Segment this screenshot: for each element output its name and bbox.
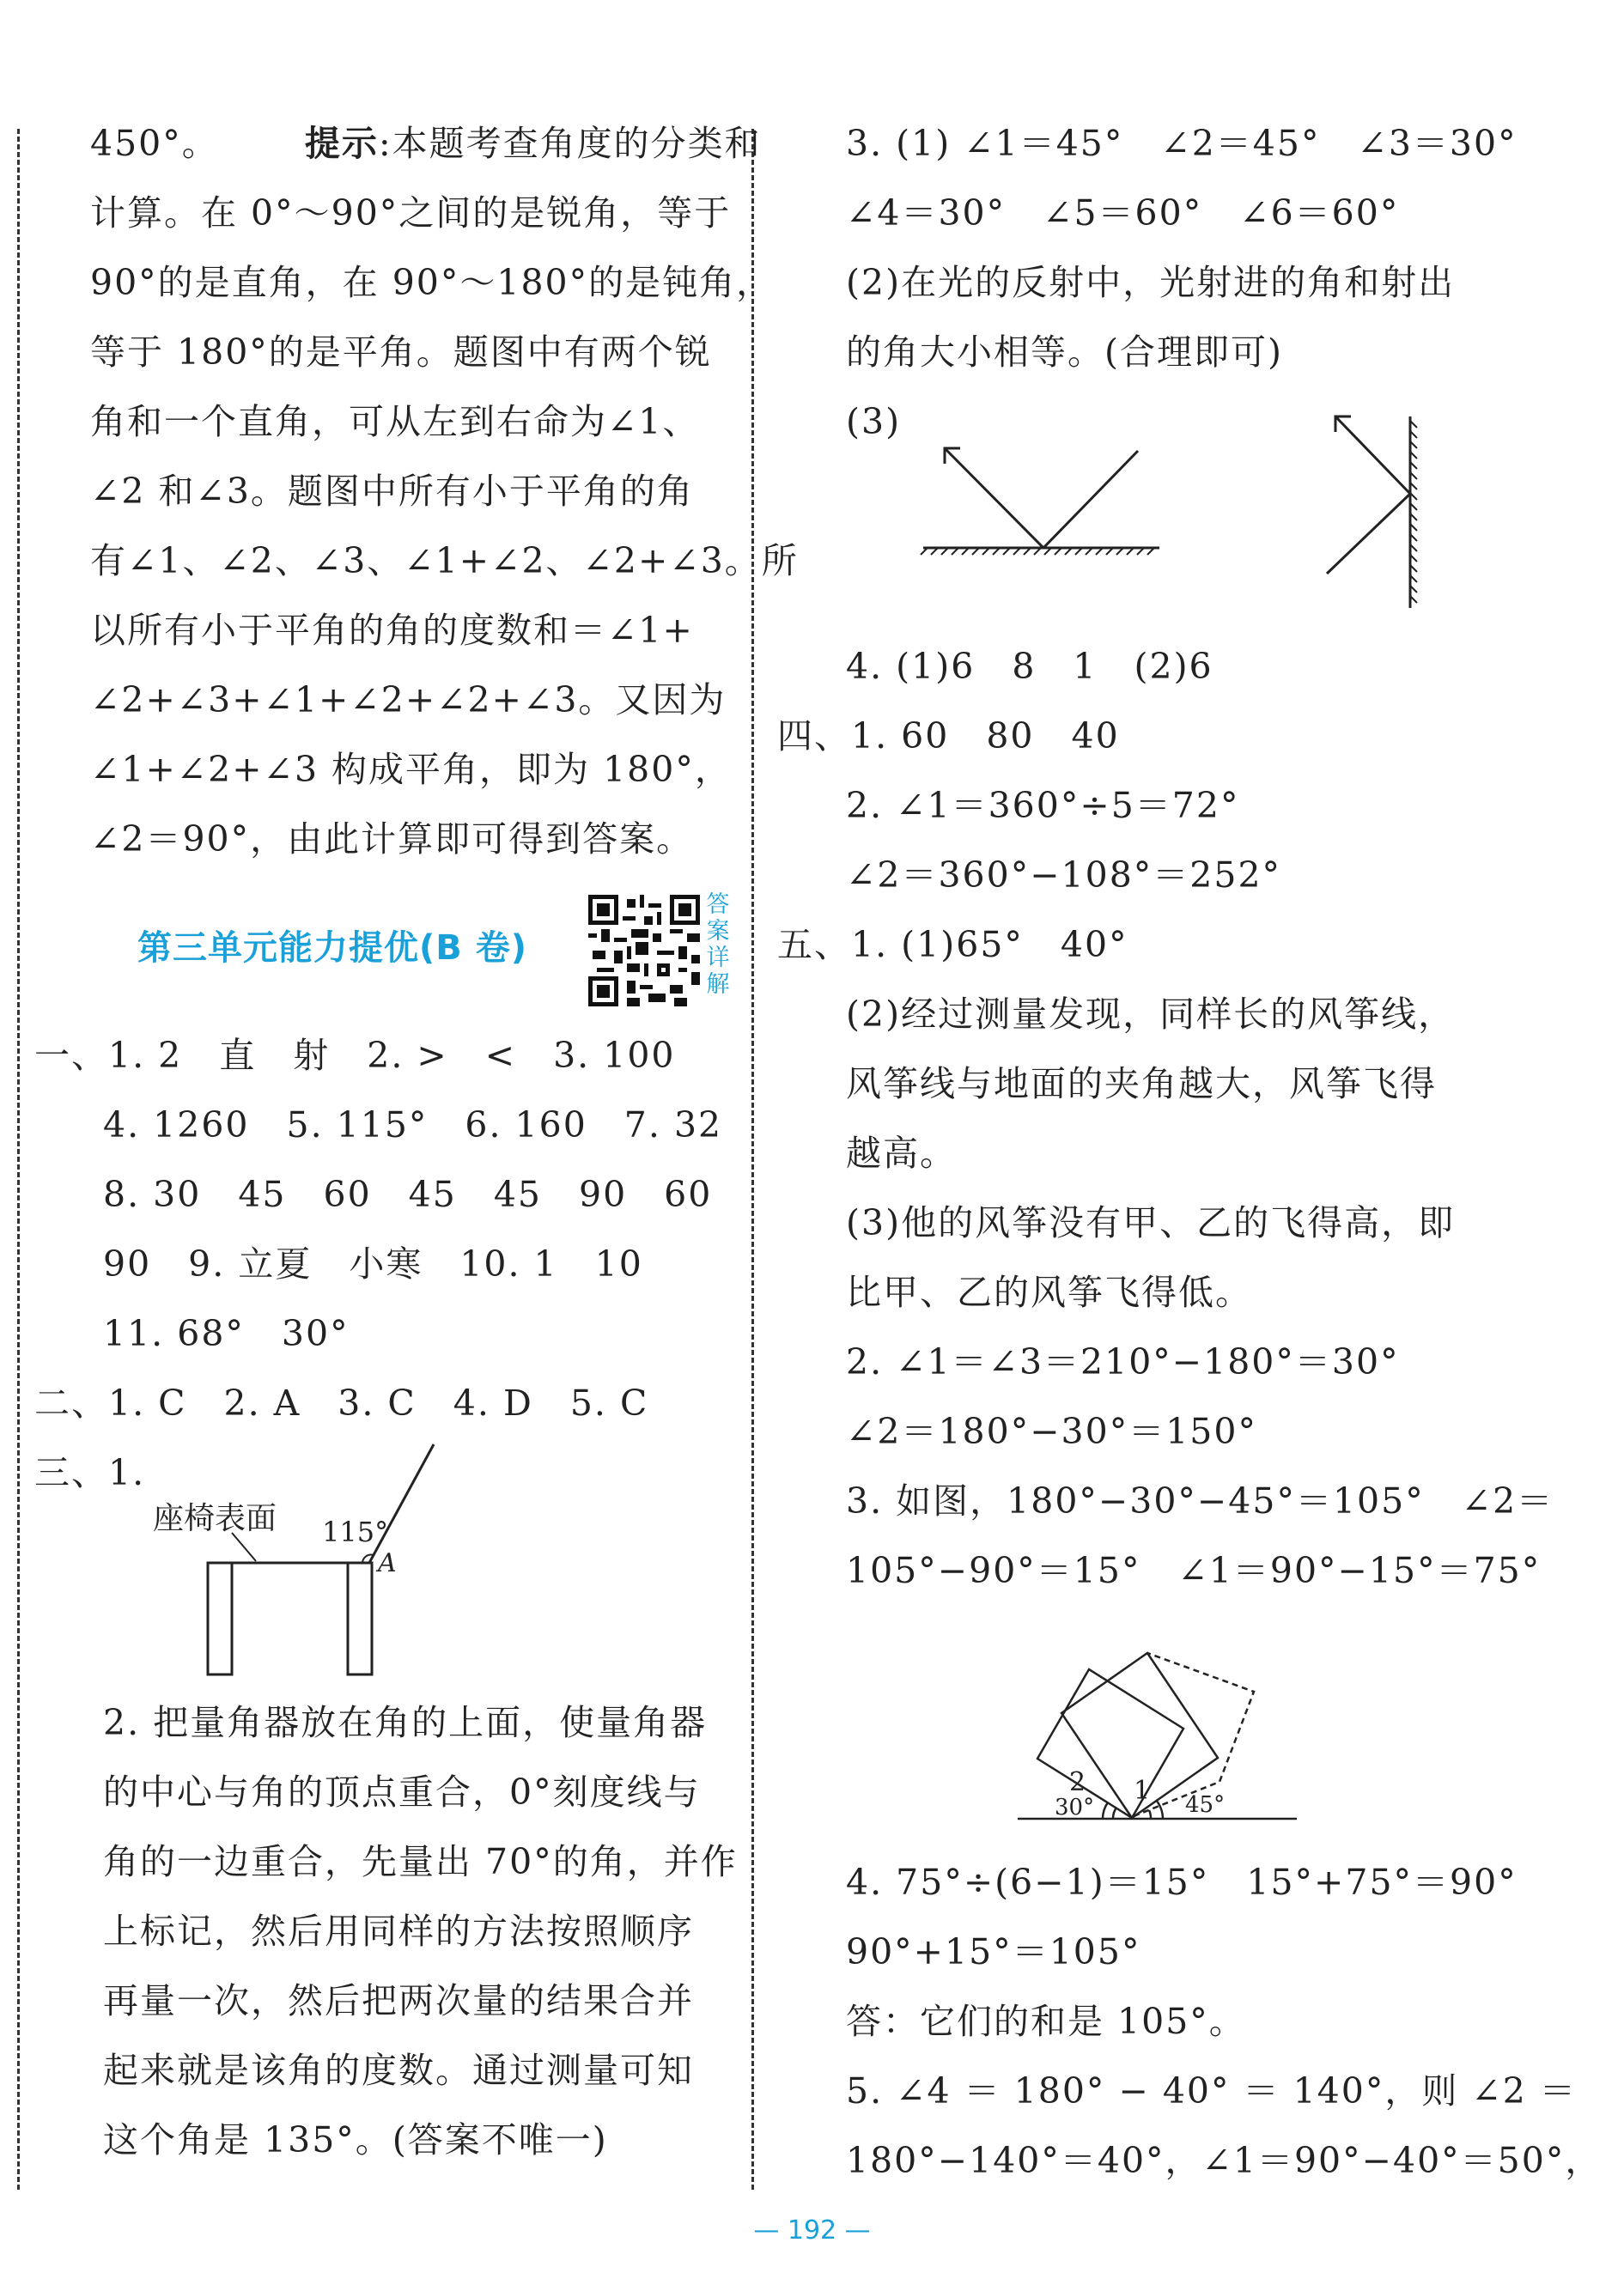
text-line: 的中心与角的顶点重合，0°刻度线与 — [103, 1772, 701, 1813]
seat-surface-label: 座椅表面 — [153, 1501, 277, 1536]
hint-text: :本题考查角度的分类和 — [378, 123, 762, 164]
qr-caption-char: 解 — [706, 971, 730, 998]
hint-label: 提示 — [304, 123, 379, 164]
answer-row: ∠2＝360°−108°＝252° — [846, 854, 1282, 896]
angle-2-label: 2 — [1069, 1767, 1086, 1797]
column-separator — [751, 129, 754, 2190]
answer-row: ∠2＝180°−30°＝150° — [846, 1411, 1257, 1452]
hint-line — [90, 123, 762, 164]
page-number: — 192 — — [753, 2215, 871, 2246]
answer-row: 一、1. 2 直 射 2. > < 3. 100 — [34, 1035, 676, 1076]
qr-caption-char: 案 — [706, 918, 730, 945]
text-line: 有∠1、∠2、∠3、∠1+∠2、∠2+∠3。所 — [90, 540, 799, 581]
text-line: 450°。 — [90, 123, 219, 164]
answer-row: 3. 如图，180°−30°−45°＝105° ∠2＝ — [846, 1480, 1554, 1522]
light-reflection-figure — [910, 404, 1443, 618]
text-line: 以所有小于平角的角的度数和＝∠1+ — [90, 610, 694, 651]
text-line: 角和一个直角，可从左到右命为∠1、 — [90, 401, 700, 442]
point-label: A — [378, 1548, 397, 1578]
answer-row: 105°−90°＝15° ∠1＝90°−15°＝75° — [846, 1550, 1542, 1591]
text-line: 角的一边重合，先量出 70°的角，并作 — [103, 1841, 738, 1882]
answer-row: 4. 75°÷(6−1)＝15° 15°+75°＝90° — [846, 1862, 1518, 1903]
text-line: 的角大小相等。(合理即可) — [846, 331, 1283, 373]
left-margin-dash — [17, 129, 20, 2190]
text-line: 答：它们的和是 105°。 — [846, 2001, 1246, 2042]
text-line: (2)经过测量发现，同样长的风筝线， — [846, 994, 1456, 1035]
text-line: ∠2+∠3+∠1+∠2+∠2+∠3。又因为 — [90, 679, 727, 720]
angle-label: 115° — [322, 1516, 389, 1548]
qr-caption-char: 详 — [706, 945, 730, 971]
answer-row: ∠4＝30° ∠5＝60° ∠6＝60° — [846, 192, 1400, 234]
answer-row: 4. (1)6 8 1 (2)6 — [846, 646, 1213, 687]
text-line: ∠2 和∠3。题图中所有小于平角的角 — [90, 471, 694, 512]
text-line: 这个角是 135°。(答案不唯一) — [103, 2119, 608, 2161]
text-line: ∠1+∠2+∠3 构成平角，即为 180°， — [90, 749, 732, 790]
text-line: ∠2＝90°，由此计算即可得到答案。 — [90, 818, 694, 860]
answer-row: 五、1. (1)65° 40° — [777, 924, 1128, 965]
text-line: 再量一次，然后把两次量的结果合并 — [103, 1980, 694, 2021]
text-line: (2)在光的反射中，光射进的角和射出 — [846, 262, 1456, 303]
answer-row: (3) — [846, 401, 902, 442]
text-line: 比甲、乙的风筝飞得低。 — [846, 1272, 1252, 1313]
qr-caption — [704, 891, 732, 998]
text-line: 90°的是直角，在 90°～180°的是钝角， — [90, 262, 774, 303]
qr-code-icon[interactable] — [588, 895, 700, 1006]
answer-row: 11. 68° 30° — [103, 1313, 350, 1354]
answer-row: 90°+15°＝105° — [846, 1931, 1141, 1972]
answer-row: 180°−140°＝40°，∠1＝90°−40°＝50°， — [846, 2140, 1603, 2181]
text-line: 计算。在 0°～90°之间的是锐角，等于 — [90, 192, 732, 234]
answer-row: 2. ∠1＝∠3＝210°−180°＝30° — [846, 1341, 1400, 1383]
angle-45-label: 45° — [1185, 1792, 1226, 1818]
angle-1-label: 1 — [1134, 1776, 1151, 1806]
section-title: 第三单元能力提优(B 卷) — [137, 928, 527, 968]
answer-row: 2. ∠1＝360°÷5＝72° — [846, 785, 1240, 826]
angle-30-label: 30° — [1055, 1795, 1095, 1820]
chair-figure — [137, 1434, 447, 1683]
answer-row: 四、1. 60 80 40 — [777, 715, 1120, 757]
answer-row: 90 9. 立夏 小寒 10. 1 10 — [103, 1243, 643, 1285]
answer-row: 8. 30 45 60 45 45 90 60 — [103, 1174, 713, 1215]
answer-row: 5. ∠4 ＝ 180° − 40° ＝ 140°，则 ∠2 ＝ — [846, 2070, 1577, 2112]
answer-row: 3. (1) ∠1＝45° ∠2＝45° ∠3＝30° — [846, 123, 1518, 164]
text-line: 上标记，然后用同样的方法按照顺序 — [103, 1911, 694, 1952]
text-line: 风筝线与地面的夹角越大，风筝飞得 — [846, 1063, 1437, 1104]
folded-paper-figure — [1013, 1632, 1305, 1829]
answer-row: 二、1. C 2. A 3. C 4. D 5. C — [34, 1383, 649, 1424]
text-line: 等于 180°的是平角。题图中有两个锐 — [90, 331, 712, 373]
text-line: 越高。 — [846, 1133, 957, 1174]
text-line: 2. 把量角器放在角的上面，使量角器 — [103, 1702, 708, 1743]
text-line: (3)他的风筝没有甲、乙的飞得高，即 — [846, 1202, 1456, 1243]
answer-row: 4. 1260 5. 115° 6. 160 7. 32 — [103, 1104, 723, 1146]
text-line: 起来就是该角的度数。通过测量可知 — [103, 2050, 694, 2091]
answer-row: 三、1. — [34, 1452, 146, 1493]
qr-caption-char: 答 — [706, 891, 730, 918]
